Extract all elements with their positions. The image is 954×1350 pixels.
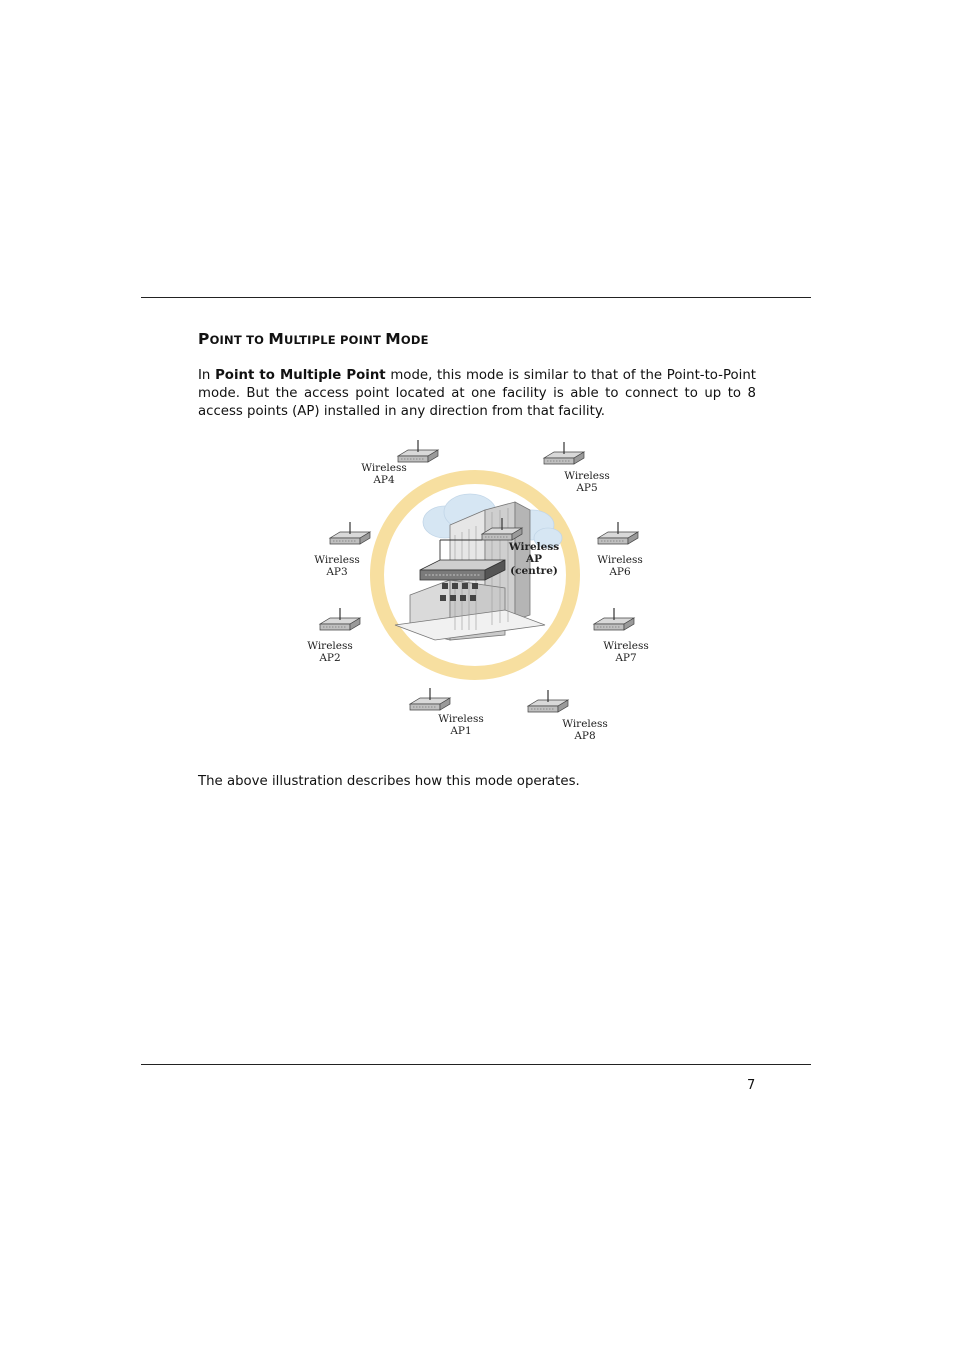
ap2-label-line1: Wireless [307, 640, 353, 652]
centre-label-line1: Wireless [508, 541, 560, 553]
centre-label-line2: AP [525, 553, 543, 565]
ap1-icon [410, 688, 450, 710]
ap5-label-line1: Wireless [564, 470, 610, 482]
ap7-label-line2: AP7 [615, 652, 637, 664]
ap1-label-line1: Wireless [438, 713, 484, 725]
ap6-label-line2: AP6 [609, 566, 631, 578]
ap5-label-line2: AP5 [576, 482, 598, 494]
section-heading: POINT TO MULTIPLE POINT MODE [198, 330, 429, 348]
ap4-label-line2: AP4 [373, 474, 395, 486]
ap3-label-line2: AP3 [326, 566, 348, 578]
header-rule [141, 297, 811, 298]
page-number: 7 [747, 1078, 756, 1093]
ap6-label-line1: Wireless [597, 554, 643, 566]
ap3-label-line1: Wireless [314, 554, 360, 566]
ap2-icon [320, 608, 360, 630]
footer-rule [141, 1064, 811, 1065]
ap1-label-line2: AP1 [450, 725, 472, 737]
ap6-icon [598, 522, 638, 544]
ap4-label-line1: Wireless [361, 462, 407, 474]
ap8-label-line1: Wireless [562, 718, 608, 730]
intro-paragraph: In Point to Multiple Point mode, this mode is similar to that of the Point-to-Point mode. But the access point located at one facility is able to connect to up to 8 access points (AP) installed in any direction from that facility. [198, 368, 756, 419]
ap7-label-line1: Wireless [603, 640, 649, 652]
ap8-icon [528, 690, 568, 712]
network-diagram [300, 430, 660, 750]
ap4-icon [398, 440, 438, 462]
ap7-icon [594, 608, 634, 630]
ap3-icon [330, 522, 370, 544]
mode-name: Point to Multiple Point [215, 368, 386, 383]
centre-label-line3: (centre) [510, 565, 558, 577]
ap2-label-line2: AP2 [319, 652, 341, 664]
ap8-label-line2: AP8 [574, 730, 596, 742]
ap5-icon [544, 442, 584, 464]
figure-caption: The above illustration describes how this mode operates. [198, 774, 580, 789]
